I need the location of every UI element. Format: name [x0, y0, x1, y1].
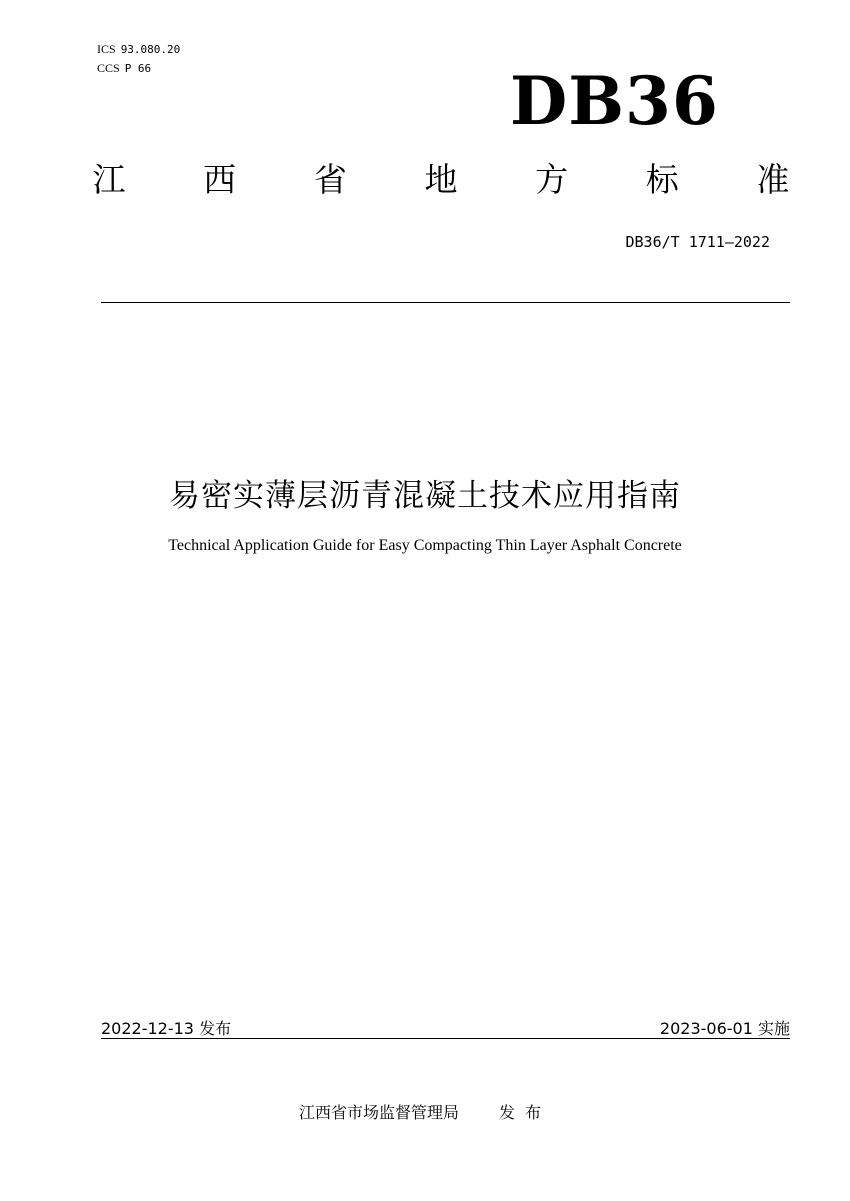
standard-mark: DB36: [510, 62, 719, 140]
standard-number: DB36/T 1711—2022: [625, 233, 770, 251]
header-divider: [101, 302, 790, 303]
category-char: 标: [645, 160, 679, 199]
standard-category: [91, 160, 791, 199]
issuer-name: 江西省市场监督管理局: [298, 1103, 459, 1122]
implementation-date: 2023-06-01 实施: [659, 1019, 790, 1038]
ics-code: 93.080.20: [120, 43, 181, 56]
issuer-action: 发布: [499, 1103, 552, 1122]
ccs-line: [97, 59, 180, 78]
document-title-chinese: 易密实薄层沥青混凝土技术应用指南: [169, 478, 681, 514]
document-title-english: Technical Application Guide for Easy Compacting Thin Layer Asphalt Concrete: [168, 537, 682, 554]
ics-line: [97, 40, 180, 59]
footer-divider: [101, 1038, 790, 1039]
category-char: 省: [313, 160, 347, 199]
category-char: 江: [92, 160, 126, 199]
classification-codes: [97, 40, 180, 78]
ics-label: ICS: [97, 42, 116, 56]
category-char: 方: [535, 160, 569, 199]
issue-date: 2022-12-13 发布: [101, 1019, 232, 1038]
ccs-label: CCS: [97, 61, 120, 75]
ccs-code: P 66: [124, 62, 152, 75]
category-char: 西: [203, 160, 237, 199]
issuing-authority: [0, 1100, 850, 1123]
category-char: 准: [756, 160, 790, 199]
category-char: 地: [424, 160, 458, 199]
